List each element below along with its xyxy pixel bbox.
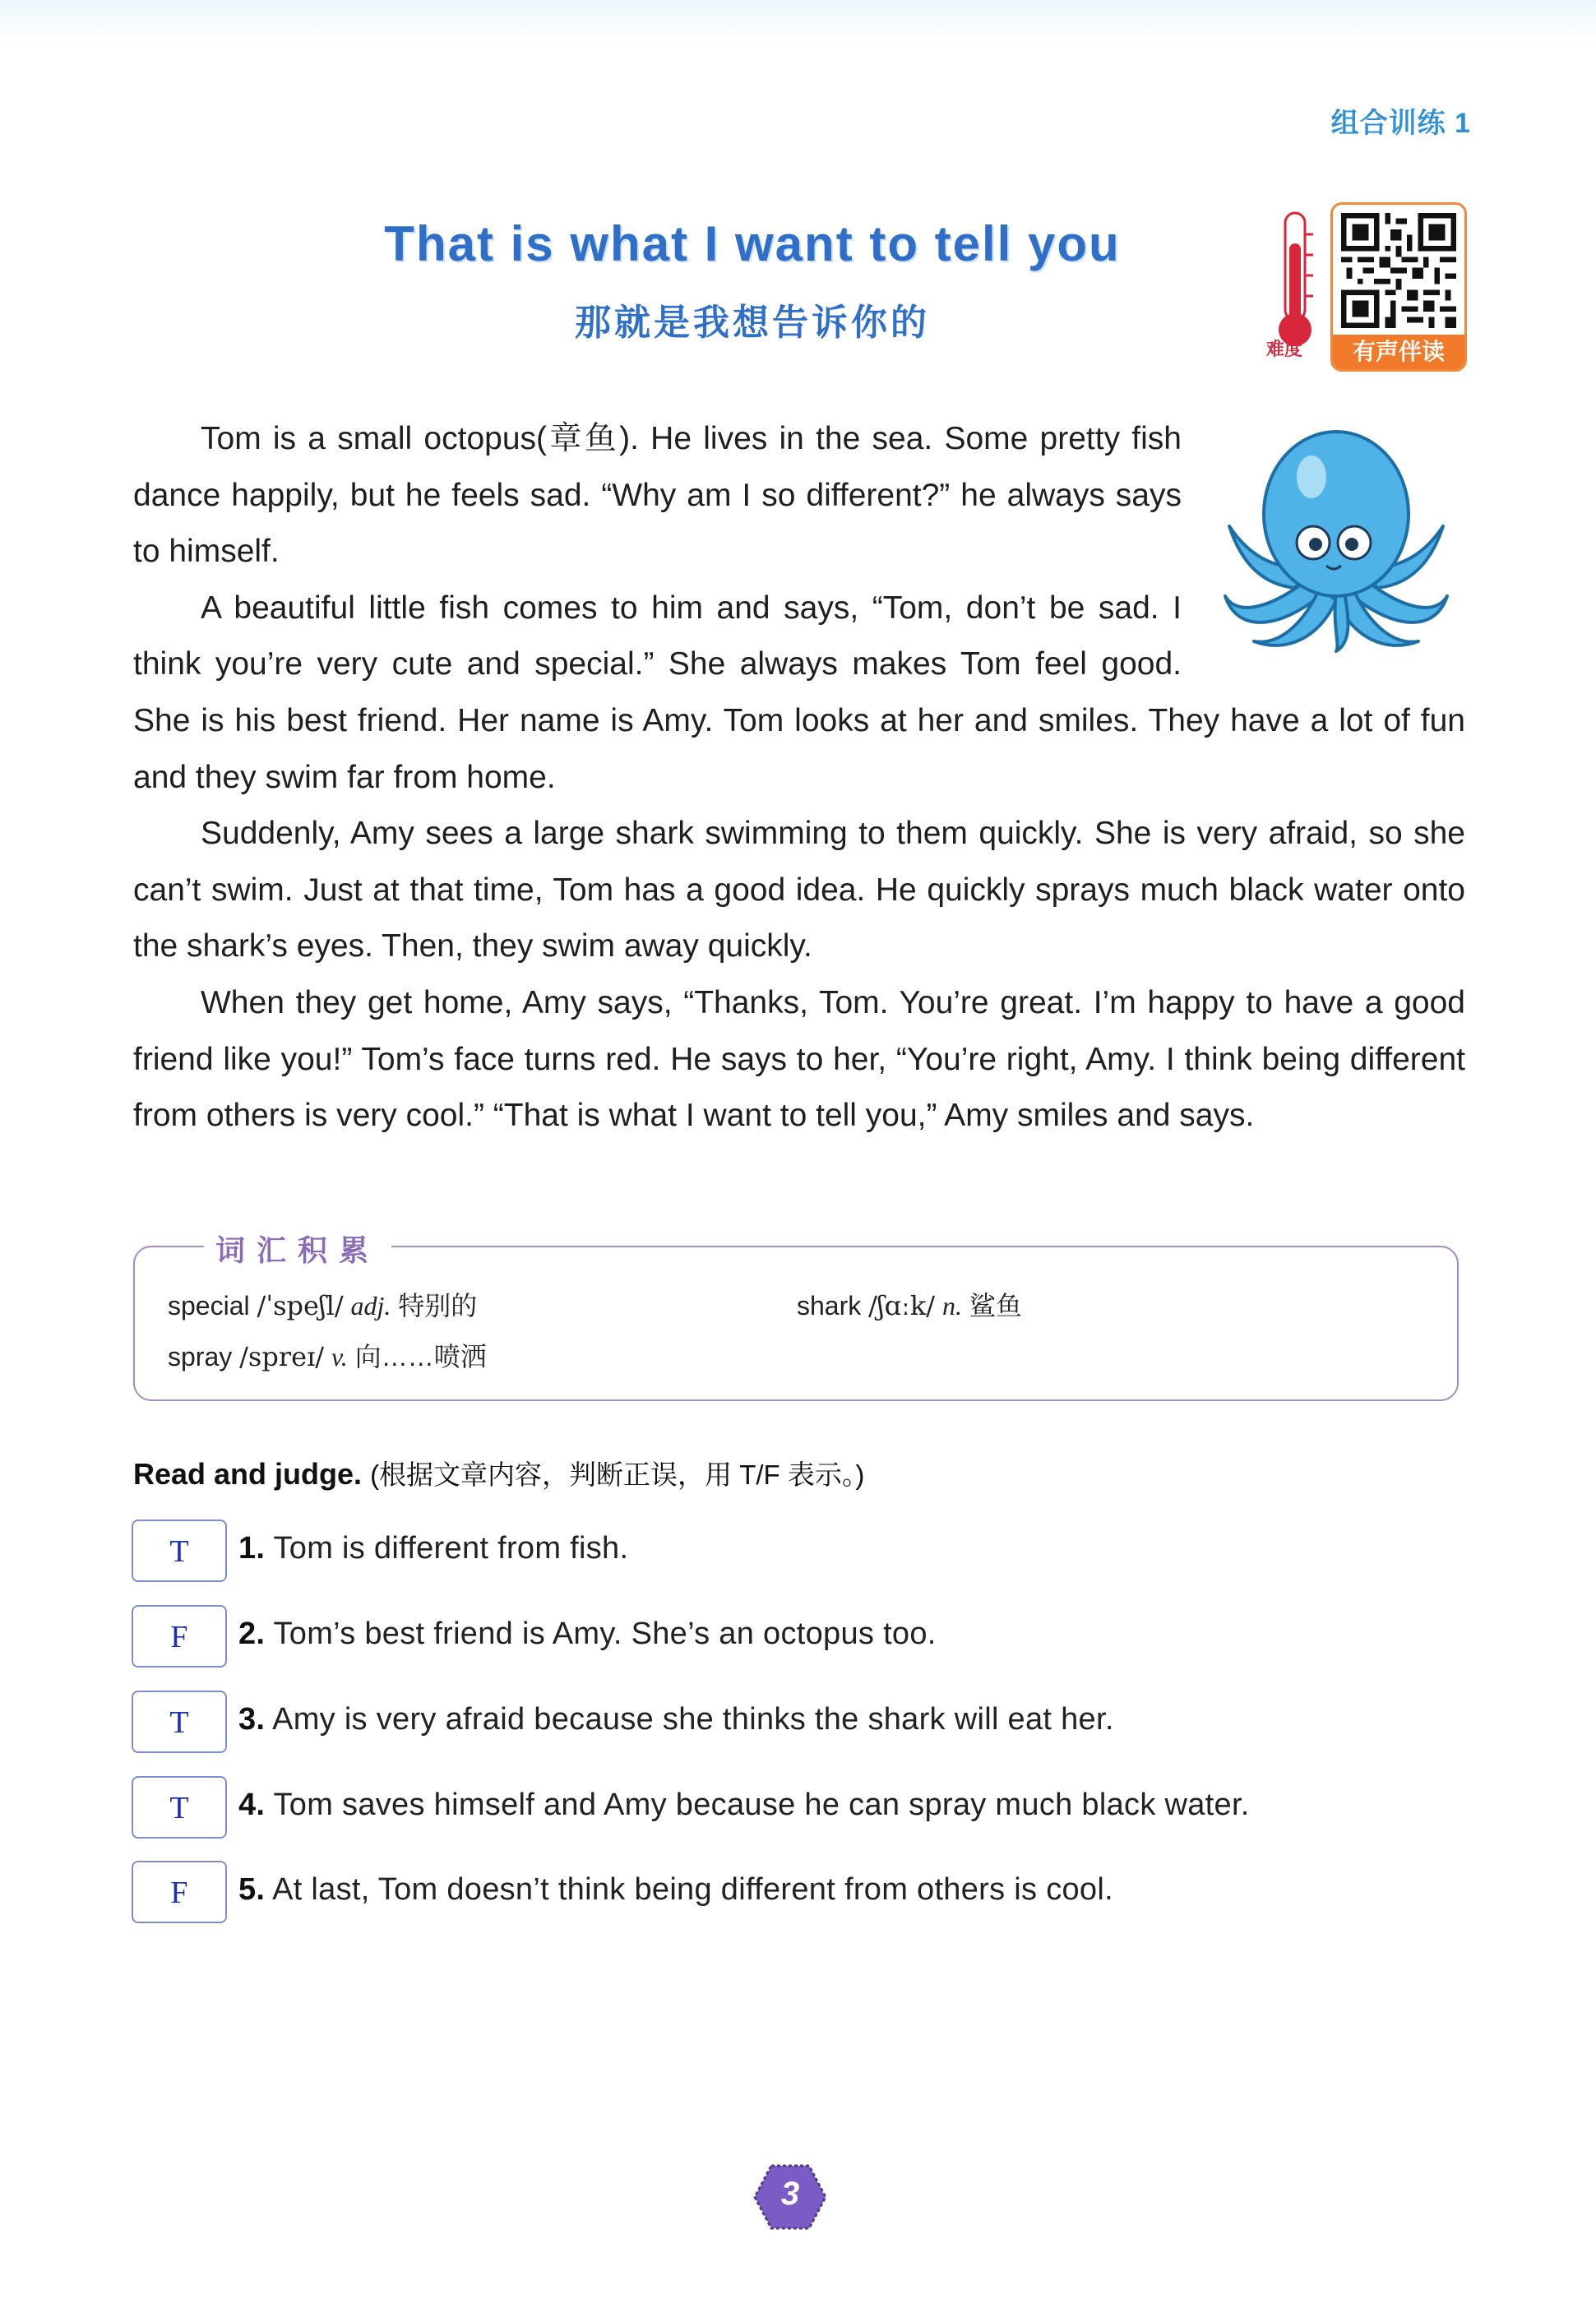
exercise-instruction-zh: (根据文章内容，判断正误，用 T/F 表示。): [370, 1459, 865, 1490]
story-paragraph: A beautiful little fish comes to him and says, “Tom, don’t be sad. I think you’re very cute and special.” She always makes Tom feel good. She is his best friend. Her name is Amy. Tom looks at her and smiles. They have a lot of fun and they swim far from home.: [133, 590, 1465, 795]
title-chinese: 那就是我想告诉你的: [575, 303, 930, 343]
question-row: [132, 1776, 1480, 1839]
qr-code-icon: [1341, 213, 1456, 328]
page-number: 3: [780, 2176, 800, 2212]
exercise-title: Read and judge.: [133, 1457, 363, 1491]
vocab-item-special: special /ˈspeʃl/ adj. 特别的: [168, 1290, 478, 1321]
answer-box[interactable]: F: [132, 1861, 227, 1923]
answer-box[interactable]: F: [132, 1605, 227, 1668]
question-row: [132, 1861, 1480, 1923]
title-english: That is what I want to tell you: [384, 216, 1121, 271]
story-text: [133, 411, 1465, 1145]
answer-box[interactable]: T: [132, 1520, 227, 1582]
vocab-item-spray: spray /spreɪ/ v. 向……喷洒: [168, 1341, 487, 1372]
question-text: 1. Tom is different from fish.: [238, 1531, 629, 1566]
story-paragraph: Tom is a small octopus(章鱼). He lives in the sea. Some pretty fish dance happily, but he feels sad. “Why am I so different?” he always says to himself.: [133, 421, 1182, 570]
story-paragraph: Suddenly, Amy sees a large shark swimming to them quickly. She is very afraid, so she can’t swim. Just at that time, Tom has a good idea. He quickly sprays much black water onto the shark’s eyes. Then, they swim away quickly.: [133, 816, 1465, 964]
question-text: 4. Tom saves himself and Amy because he can spray much black water.: [238, 1788, 1250, 1822]
vocab-item-shark: shark /ʃɑːk/ n. 鲨鱼: [797, 1290, 1022, 1321]
audio-qr-badge[interactable]: [1330, 202, 1467, 372]
question-text: 2. Tom’s best friend is Amy. She’s an octopus too.: [238, 1617, 937, 1651]
top-decoration: [0, 0, 1596, 49]
question-text: 3. Amy is very afraid because she thinks the shark will eat her.: [238, 1702, 1114, 1737]
vocabulary-box: [133, 1233, 1459, 1401]
question-text: 5. At last, Tom doesn’t think being different from others is cool.: [238, 1872, 1113, 1907]
answer-box[interactable]: T: [132, 1691, 227, 1753]
audio-label: 有声伴读: [1333, 335, 1464, 369]
answer-box[interactable]: T: [132, 1776, 227, 1839]
section-tag: 组合训练 1: [1330, 108, 1471, 139]
illustration-space: [1182, 411, 1465, 658]
question-row: [132, 1605, 1480, 1668]
difficulty-label: 难度: [1266, 339, 1303, 359]
exercise-instruction: [133, 1454, 864, 1492]
question-row: [132, 1520, 1480, 1582]
question-row: [132, 1691, 1480, 1753]
vocabulary-title: 词汇积累: [204, 1228, 391, 1270]
story-paragraph: When they get home, Amy says, “Thanks, Tom. You’re great. I’m happy to have a good friend like you!” Tom’s face turns red. He says to her, “You’re right, Amy. I think being different from others is very cool.” “That is what I want to tell you,” Amy smiles and says.: [133, 984, 1465, 1134]
